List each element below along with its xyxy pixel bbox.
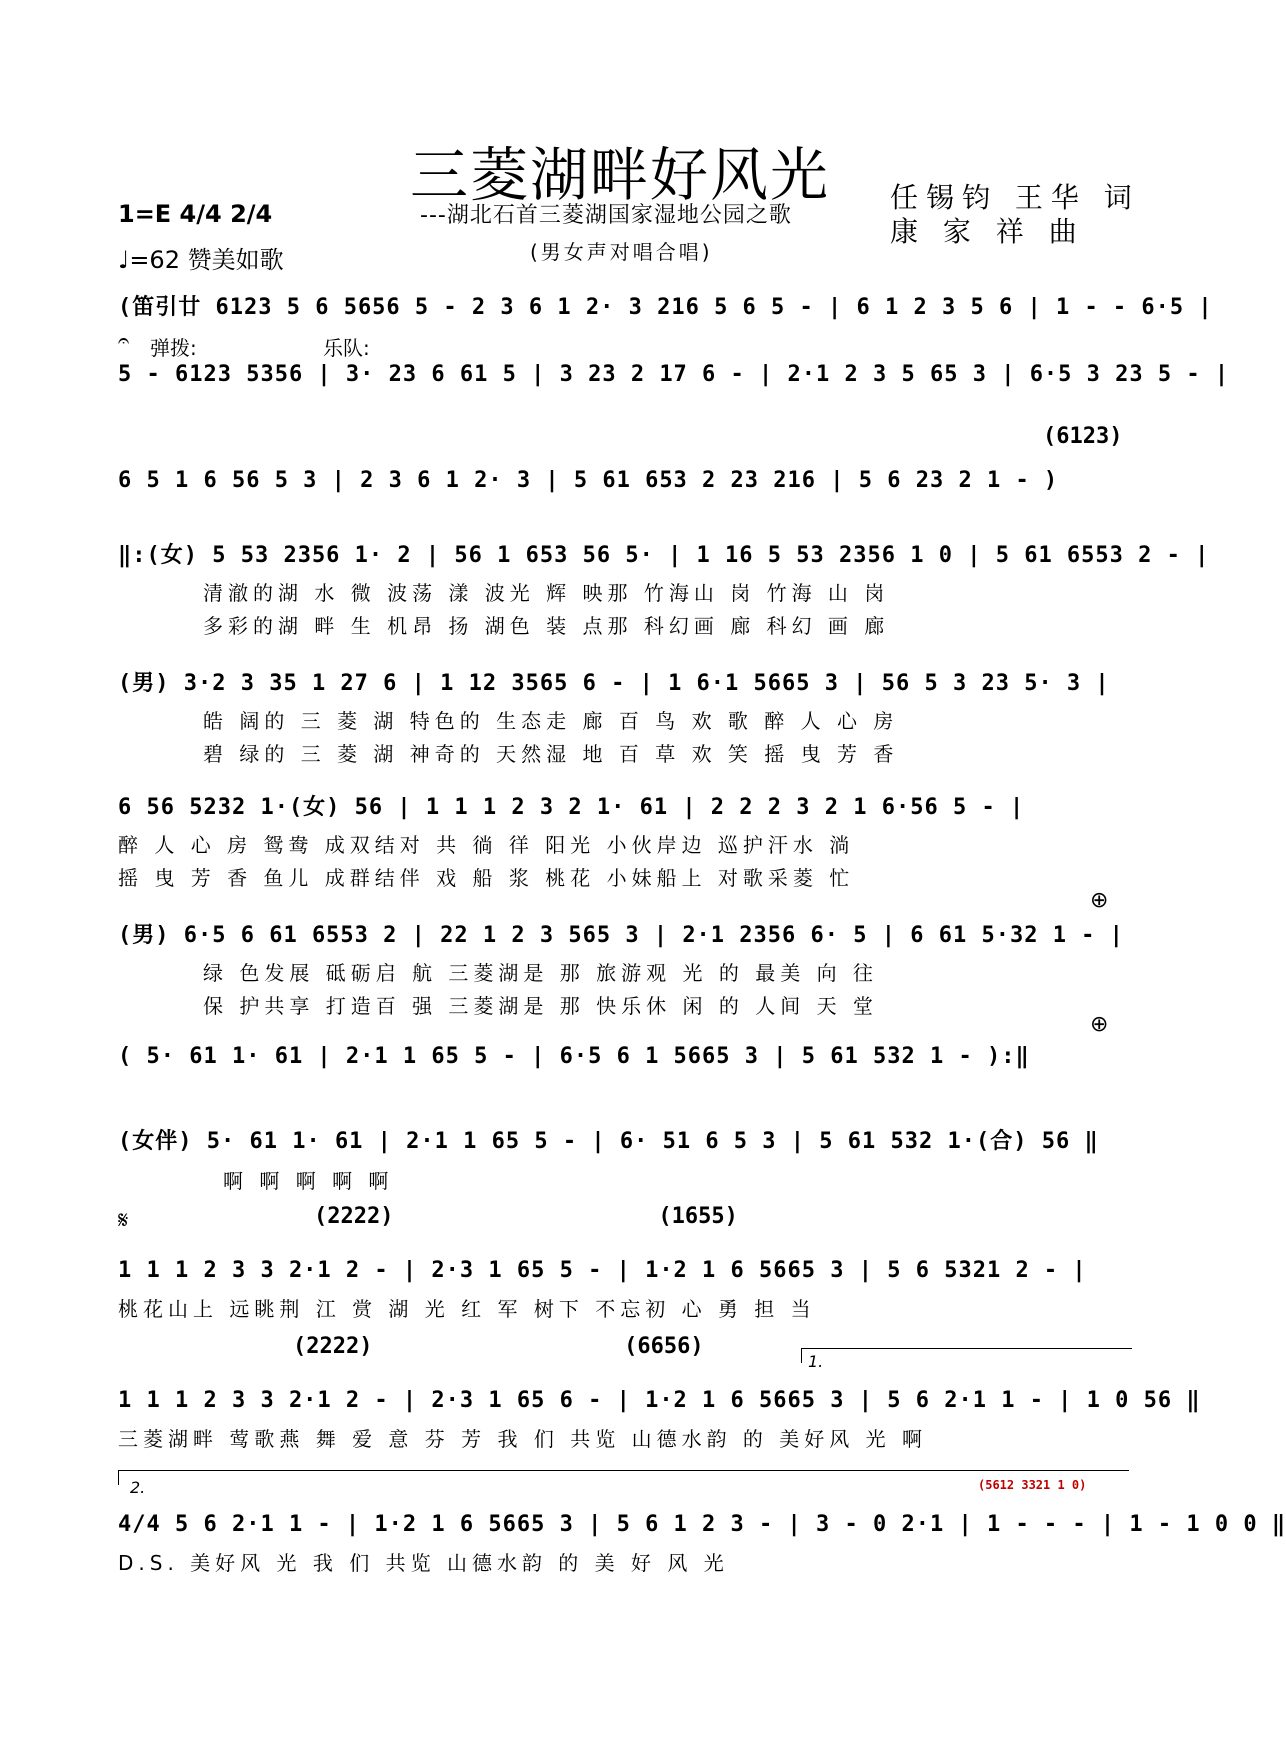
- notation-line: ‖:(女) 5 53 2356 1· 2 | 56 1 653 56 5· | 1 16 5 53 2356 1 0 | 5 61 6553 2 - |: [118, 543, 1210, 568]
- lyric-line: D.S. 美好风 光 我 们 共览 山德水韵 的 美 好 风 光: [118, 1551, 729, 1575]
- notation-line: 1 1 1 2 3 3 2·1 2 - | 2·3 1 65 6 - | 1·2 1 6 5665 3 | 5 6 2·1 1 - | 1 0 56 ‖: [118, 1388, 1201, 1413]
- notation-line: (笛引廿 6123 5 6 5656 5 - 2 3 6 1 2· 3 216 5 6 5 - | 6 1 2 3 5 6 | 1 - - 6·5 |: [118, 295, 1213, 320]
- section-label-pluck: 弹拨:: [150, 336, 197, 360]
- score-system-10: [118, 1204, 1130, 1322]
- score-system-3: [118, 424, 1130, 493]
- composer-credit: 康 家 祥 曲: [890, 215, 1085, 248]
- score-system-8: [118, 1044, 1130, 1069]
- lyric-line: 三菱湖畔 莺歌燕 舞 爱 意 芬 芳 我 们 共览 山德水韵 的 美好风 光 啊: [118, 1427, 928, 1451]
- lyric-verse-2: 保 护共享 打造百 强 三菱湖是 那 快乐休 闲 的 人间 天 堂: [203, 994, 878, 1018]
- key-signature: 1=E 4/4 2/4: [118, 200, 273, 228]
- lyric-verse-1: 绿 色发展 砥砺启 航 三菱湖是 那 旅游观 光 的 最美 向 往: [203, 961, 878, 985]
- lyric-verse-2: 多彩的湖 畔 生 机昂 扬 湖色 装 点那 科幻画 廊 科幻 画 廊: [203, 614, 890, 638]
- lyric-verse-1: 皓 阔的 三 菱 湖 特色的 生态走 廊 百 鸟 欢 歌 醉 人 心 房: [203, 709, 899, 733]
- section-label-band: 乐队:: [323, 336, 370, 360]
- notation-line: 1 1 1 2 3 3 2·1 2 - | 2·3 1 65 5 - | 1·2 1 6 5665 3 | 5 6 5321 2 - |: [118, 1258, 1087, 1283]
- coda-sign: ⊕: [1090, 1012, 1109, 1037]
- notation-line: (男) 6·5 6 61 6553 2 | 22 1 2 3 565 3 | 2·1 2356 6· 5 | 6 61 5·32 1 - |: [118, 923, 1124, 948]
- fermata-mark: 𝄐: [118, 328, 130, 352]
- score-system-11: [118, 1334, 1201, 1452]
- score-system-4: [118, 538, 1210, 639]
- bracket-annotation: (6123): [1043, 424, 1123, 449]
- notation-line: 4/4 5 6 2·1 1 - | 1·2 1 6 5665 3 | 5 6 1 2 3 - | 3 - 0 2·1 | 1 - - - | 1 - 1 0 0 ‖: [118, 1512, 1286, 1537]
- score-system-1: [118, 290, 1213, 360]
- song-title: 三菱湖畔好风光: [409, 141, 830, 209]
- lyricist-credit: 任锡钧 王华 词: [890, 181, 1140, 214]
- volta-label-1: 1.: [808, 1352, 824, 1371]
- score-system-9: [118, 1124, 1130, 1194]
- tempo-marking: ♩=62 赞美如歌: [118, 246, 284, 274]
- coda-sign: ⊕: [1090, 888, 1109, 913]
- segno-sign: 𝄋: [118, 1206, 129, 1234]
- volta-label-2: 2.: [130, 1478, 146, 1497]
- song-subtitle: ---湖北石首三菱湖国家湿地公园之歌: [420, 203, 792, 228]
- lyric-verse-1: 清澈的湖 水 微 波荡 漾 波光 辉 映那 竹海山 岗 竹海 山 岗: [203, 581, 890, 605]
- lyric-verse-2: 摇 曳 芳 香 鱼儿 成群结伴 戏 船 浆 桃花 小妹船上 对歌采菱 忙: [118, 866, 855, 890]
- ending-annotation: (5612 3321 1 0): [978, 1478, 1087, 1492]
- performance-note: (男女声对唱合唱): [530, 240, 713, 264]
- score-system-2: [118, 362, 1230, 387]
- notation-line: 6 5 1 6 56 5 3 | 2 3 6 1 2· 3 | 5 61 653 2 23 216 | 5 6 23 2 1 - ): [118, 468, 1059, 493]
- notation-line: ( 5· 61 1· 61 | 2·1 1 65 5 - | 6·5 6 1 5665 3 | 5 61 532 1 - ):‖: [118, 1044, 1030, 1069]
- score-system-12: [118, 1470, 1286, 1576]
- notation-line: (男) 3·2 3 35 1 27 6 | 1 12 3565 6 - | 1 6·1 5665 3 | 56 5 3 23 5· 3 |: [118, 671, 1110, 696]
- score-system-5: [118, 666, 1130, 767]
- lyric-line: 桃花山上 远眺荆 江 赏 湖 光 红 军 树下 不忘初 心 勇 担 当: [118, 1297, 816, 1321]
- notation-line: (女伴) 5· 61 1· 61 | 2·1 1 65 5 - | 6· 51 6 5 3 | 5 61 532 1·(合) 56 ‖: [118, 1129, 1099, 1154]
- notation-line: 6 56 5232 1·(女) 56 | 1 1 1 2 3 2 1· 61 | 2 2 2 3 2 1 6·56 5 - |: [118, 795, 1025, 820]
- bracket-annotation: (2222) (1655): [314, 1204, 738, 1229]
- lyric-verse-1: 醉 人 心 房 鸳鸯 成双结对 共 徜 徉 阳光 小伙岸边 巡护汗水 淌: [118, 833, 855, 857]
- score-system-7: [118, 918, 1130, 1019]
- lyric-line: 啊 啊 啊 啊 啊: [223, 1169, 394, 1193]
- score-system-6: [118, 790, 1130, 891]
- volta-bracket-1: [801, 1348, 1132, 1363]
- lyric-verse-2: 碧 绿的 三 菱 湖 神奇的 天然湿 地 百 草 欢 笑 摇 曳 芳 香: [203, 742, 899, 766]
- notation-line: 5 - 6123 5356 | 3· 23 6 61 5 | 3 23 2 17 6 - | 2·1 2 3 5 65 3 | 6·5 3 23 5 - |: [118, 362, 1230, 387]
- bracket-annotation: (2222) (6656): [293, 1334, 704, 1359]
